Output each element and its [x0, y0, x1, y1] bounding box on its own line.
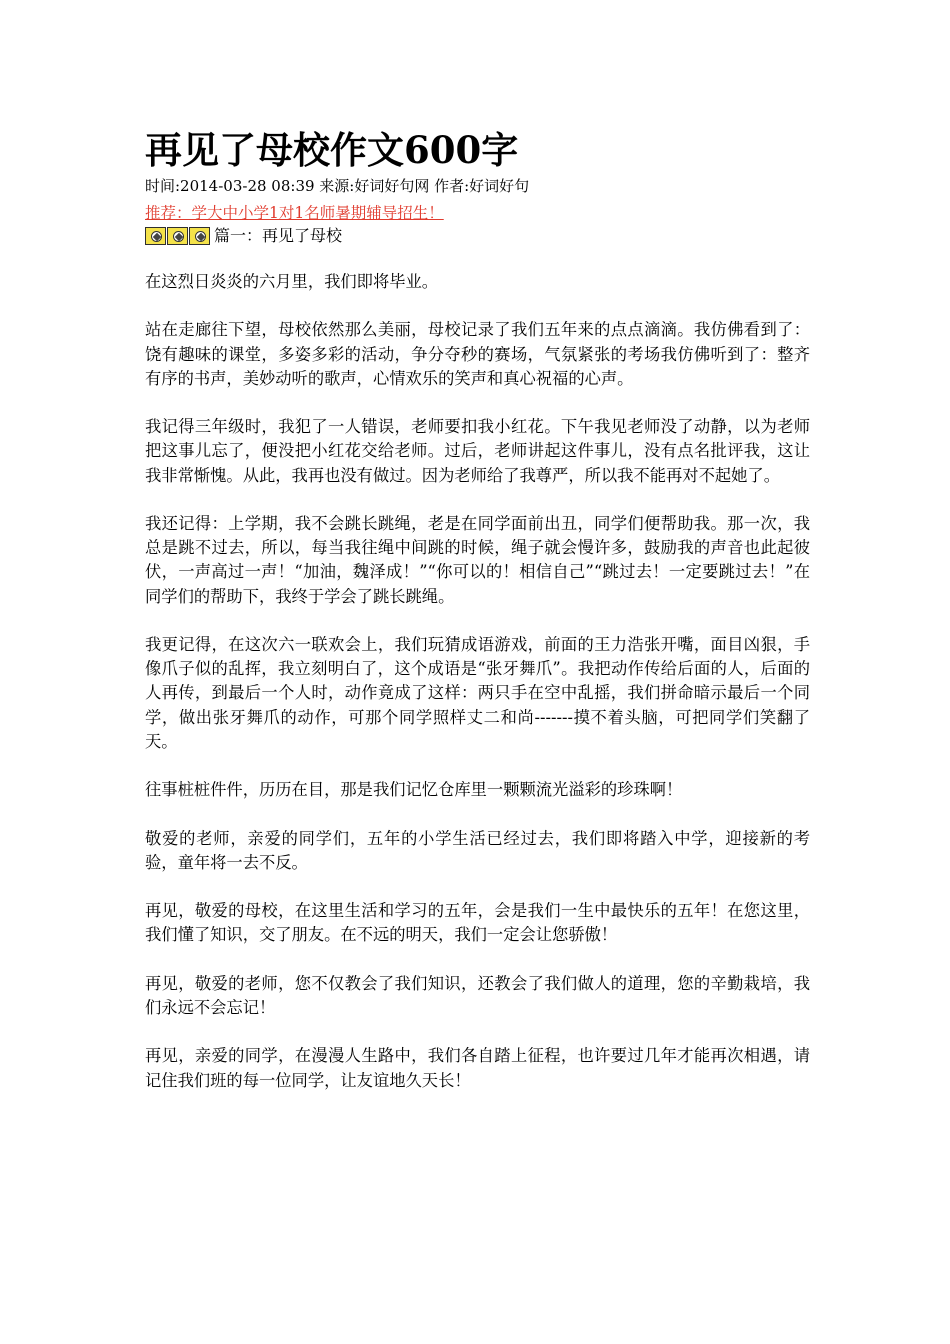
- paragraph: 我还记得：上学期，我不会跳长跳绳，老是在同学面前出丑，同学们便帮助我。那一次，我总是跳不过去，所以，每当我往绳中间跳的时候，绳子就会慢许多，鼓励我的声音也此起彼伏，一声高过一声！“加油，魏泽成！”“你可以的！相信自己”“跳过去！一定要跳过去！”在同学们的帮助下，我终于学会了跳长跳绳。: [145, 513, 810, 606]
- article-title: 再见了母校作文600字: [145, 128, 519, 172]
- article-meta: 时间:2014-03-28 08:39 来源:好词好句网 作者:好词好句: [145, 177, 530, 195]
- section-heading: [145, 224, 342, 248]
- yellow-pencil-icon: [167, 227, 188, 245]
- paragraph: 站在走廊往下望，母校依然那么美丽，母校记录了我们五年来的点点滴滴。我仿佛看到了：饶有趣味的课堂，多姿多彩的活动，争分夺秒的赛场，气氛紧张的考场我仿佛听到了：整齐有序的书声，美妙动听的歌声，心情欢乐的笑声和真心祝福的心声。: [145, 320, 810, 388]
- paragraph: 往事桩桩件件，历历在目，那是我们记忆仓库里一颗颗流光溢彩的珍珠啊！: [145, 780, 683, 800]
- paragraph: 我记得三年级时，我犯了一人错误，老师要扣我小红花。下午我见老师没了动静，以为老师把这事儿忘了，便没把小红花交给老师。过后，老师讲起这件事儿，没有点名批评我，这让我非常惭愧。从此，我再也没有做过。因为老师给了我尊严，所以我不能再对不起她了。: [145, 417, 810, 485]
- yellow-pencil-icon: [189, 227, 210, 245]
- paragraph: 再见，敬爱的母校，在这里生活和学习的五年，会是我们一生中最快乐的五年！在您这里，我们懂了知识，交了朋友。在不远的明天，我们一定会让您骄傲！: [145, 901, 810, 945]
- paragraph: 再见，亲爱的同学，在漫漫人生路中，我们各自踏上征程，也许要过几年才能再次相遇，请记住我们班的每一位同学，让友谊地久天长！: [145, 1046, 810, 1090]
- paragraph: 敬爱的老师，亲爱的同学们，五年的小学生活已经过去，我们即将踏入中学，迎接新的考验，童年将一去不反。: [145, 828, 810, 872]
- paragraph: 在这烈日炎炎的六月里，我们即将毕业。: [145, 272, 439, 291]
- paragraph: 我更记得，在这次六一联欢会上，我们玩猜成语游戏，前面的王力浩张开嘴，面目凶狠，手像爪子似的乱挥，我立刻明白了，这个成语是“张牙舞爪”。我把动作传给后面的人，后面的人再传，到最后一个人时，动作竟成了这样：两只手在空中乱摇，我们拼命暗示最后一个同学，做出张牙舞爪的动作，可那个同学照样丈二和尚-------摸不着头脑，可把同学们笑翻了天。: [145, 634, 810, 751]
- paragraph: 再见，敬爱的老师，您不仅教会了我们知识，还教会了我们做人的道理，您的辛勤栽培，我们永远不会忘记！: [145, 973, 810, 1017]
- article-body: [145, 270, 810, 1117]
- yellow-pencil-icon: [145, 227, 166, 245]
- promo-link[interactable]: 推荐：学大中小学1对1名师暑期辅导招生！: [145, 204, 444, 222]
- section-label: 篇一：再见了母校: [214, 226, 343, 245]
